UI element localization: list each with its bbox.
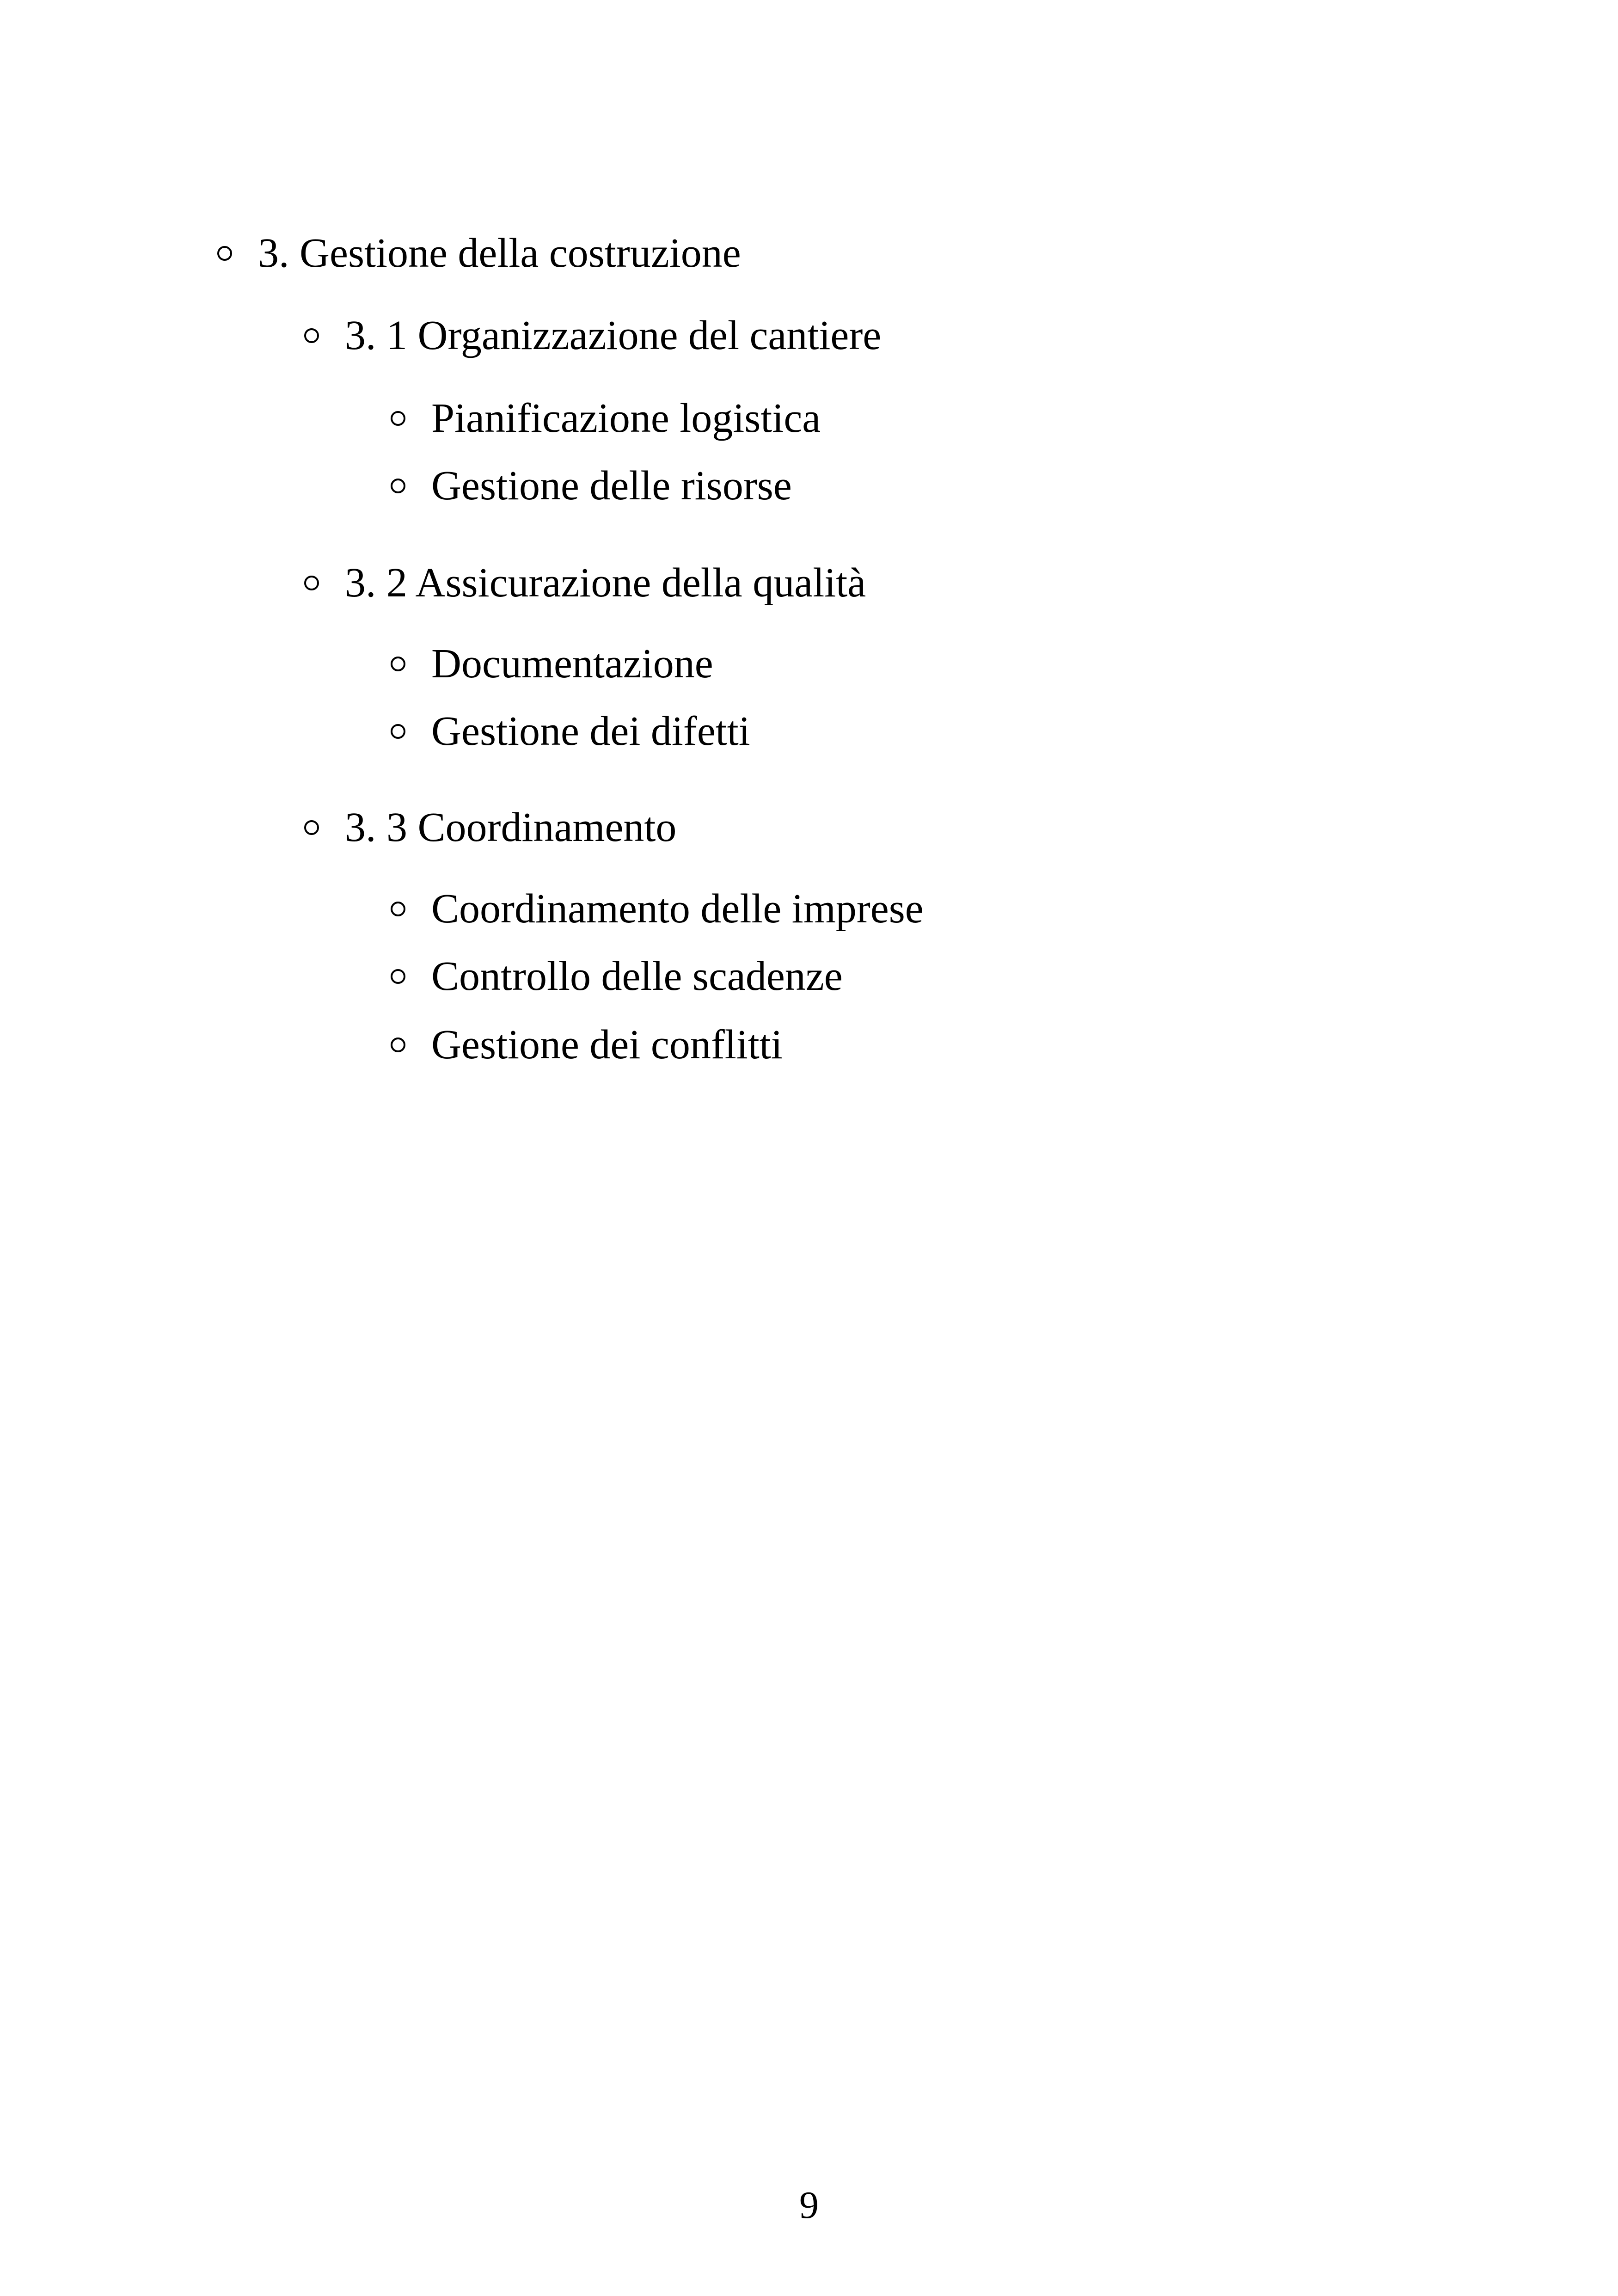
list-item-label: Coordinamento delle imprese [431, 886, 924, 932]
hollow-circle-bullet-icon [391, 969, 405, 984]
hollow-circle-bullet-icon [391, 657, 405, 671]
hollow-circle-bullet-icon [304, 576, 319, 590]
page-number: 9 [799, 2184, 819, 2227]
hollow-circle-bullet-icon [304, 328, 319, 343]
outline-heading: 3. Gestione della costruzione [258, 230, 741, 276]
hollow-circle-bullet-icon [391, 902, 405, 916]
hollow-circle-bullet-icon [391, 411, 405, 426]
list-item-label: Controllo delle scadenze [431, 953, 843, 999]
list-item-label: Pianificazione logistica [431, 395, 821, 441]
hollow-circle-bullet-icon [391, 724, 405, 739]
hollow-circle-bullet-icon [391, 479, 405, 493]
hollow-circle-bullet-icon [304, 820, 319, 835]
hollow-circle-bullet-icon [217, 246, 232, 261]
section-heading: 3. 1 Organizzazione del cantiere [345, 313, 882, 358]
list-item-label: Gestione dei difetti [431, 708, 750, 754]
list-item-label: Documentazione [431, 641, 713, 687]
hollow-circle-bullet-icon [391, 1037, 405, 1052]
section-heading: 3. 3 Coordinamento [345, 804, 677, 850]
list-item-label: Gestione delle risorse [431, 463, 792, 509]
list-item-label: Gestione dei conflitti [431, 1022, 783, 1068]
section-heading: 3. 2 Assicurazione della qualità [345, 560, 866, 606]
